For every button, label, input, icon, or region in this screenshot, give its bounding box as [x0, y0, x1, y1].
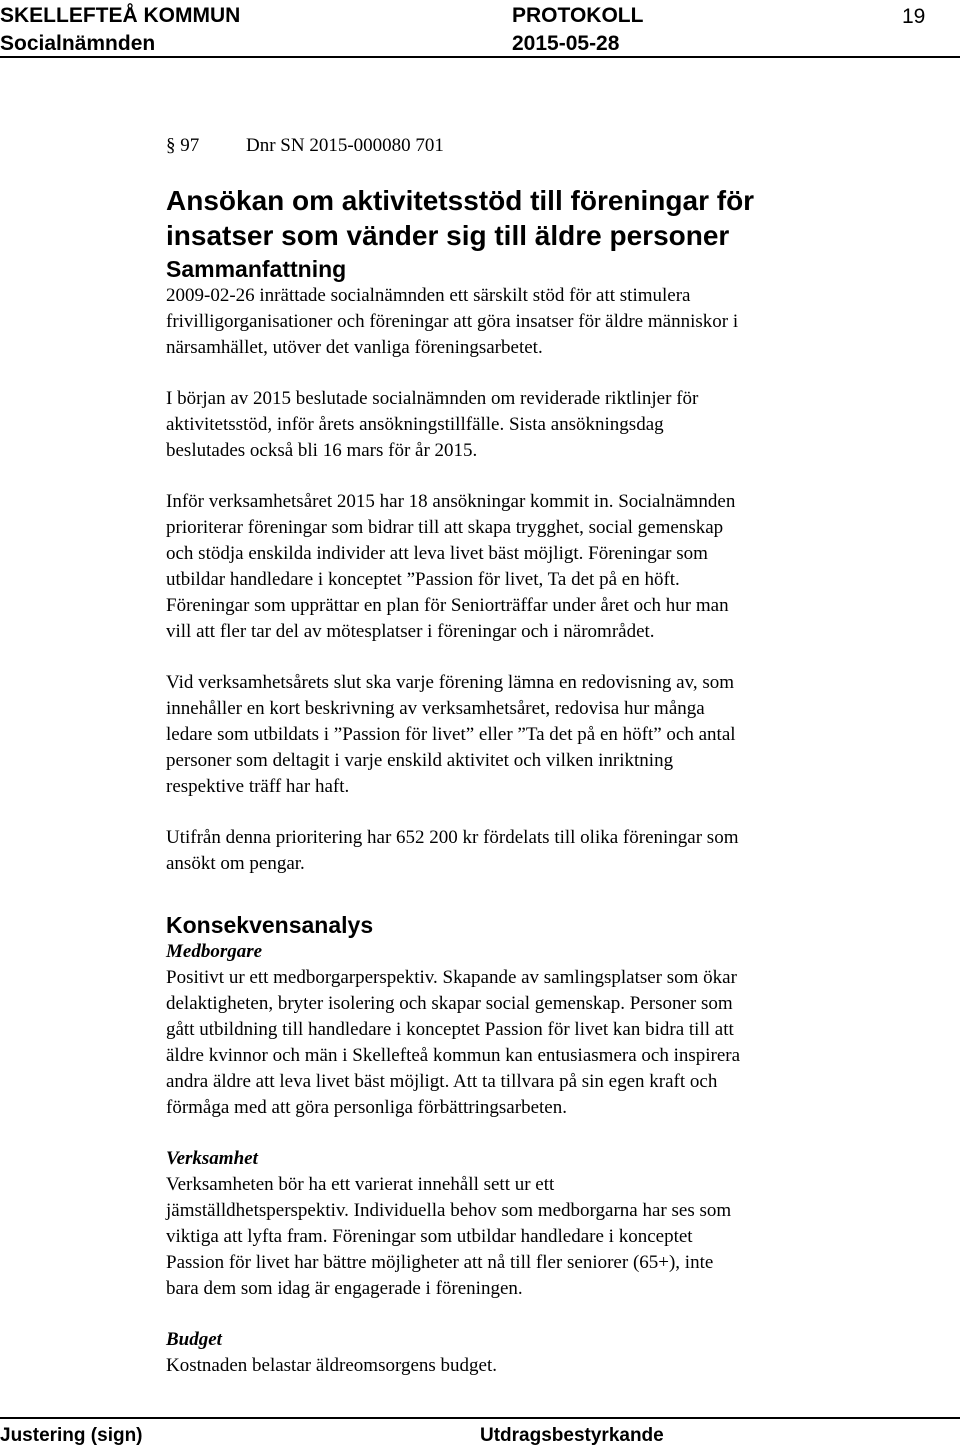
- subheading-budget: Budget: [166, 1329, 222, 1350]
- text-line: vill att fler tar del av mötesplatser i föreningar och i närområdet.: [166, 621, 655, 642]
- title-line: insatser som vänder sig till äldre personer: [166, 220, 730, 251]
- text-line: bara dem som idag är engagerade i föreningen.: [166, 1278, 523, 1299]
- text-line: Inför verksamhetsåret 2015 har 18 ansökningar kommit in. Socialnämnden: [166, 491, 736, 512]
- summary-paragraph: [166, 283, 856, 361]
- text-line: närsamhället, utöver det vanliga föreningsarbetet.: [166, 337, 543, 358]
- text-line: ledare som utbildats i ”Passion för livet” eller ”Ta det på en höft” och antal: [166, 724, 736, 745]
- summary-paragraph: [166, 386, 856, 464]
- text-line: personer som deltagit i varje enskild aktivitet och vilken inriktning: [166, 750, 674, 771]
- summary-paragraph: [166, 670, 856, 800]
- text-line: Utifrån denna prioritering har 652 200 kr fördelats till olika föreningar som: [166, 827, 739, 848]
- summary-heading: Sammanfattning: [166, 256, 347, 282]
- text-line: I början av 2015 beslutade socialnämnden om reviderade riktlinjer för: [166, 388, 699, 409]
- footer-rule: [0, 1417, 960, 1419]
- footer-extract-label: Utdragsbestyrkande: [480, 1425, 664, 1446]
- document-body: [166, 133, 856, 1379]
- text-line: andra äldre att leva livet bäst möjligt. Att ta tillvara på sin egen kraft och: [166, 1071, 718, 1092]
- text-line: prioriterar föreningar som bidrar till att skapa trygghet, social gemenskap: [166, 517, 724, 538]
- text-line: Vid verksamhetsårets slut ska varje förening lämna en redovisning av, som: [166, 672, 735, 693]
- text-line: aktivitetsstöd, inför årets ansökningstillfälle. Sista ansökningsdag: [166, 414, 664, 435]
- text-line: Kostnaden belastar äldreomsorgens budget.: [166, 1355, 498, 1376]
- summary-paragraph: [166, 825, 856, 877]
- analysis-paragraph: [166, 1172, 856, 1302]
- subheading-medborgare: Medborgare: [166, 941, 263, 962]
- text-line: frivilligorganisationer och föreningar att göra insatser för äldre människor i: [166, 311, 739, 332]
- text-line: respektive träff har haft.: [166, 776, 350, 797]
- text-line: delaktigheten, bryter isolering och skapar social gemenskap. Personer som: [166, 993, 733, 1014]
- committee-name: Socialnämnden: [0, 32, 156, 55]
- text-line: beslutades också bli 16 mars för år 2015.: [166, 440, 478, 461]
- summary-paragraph: [166, 489, 856, 645]
- consequence-analysis-heading: Konsekvensanalys: [166, 912, 374, 938]
- text-line: utbildar handledare i konceptet ”Passion för livet, Ta det på en höft.: [166, 569, 680, 590]
- text-line: jämställdhetsperspektiv. Individuella behov som medborgarna har ses som: [166, 1200, 732, 1221]
- document-type: PROTOKOLL: [512, 4, 644, 27]
- text-line: Positivt ur ett medborgarperspektiv. Skapande av samlingsplatser som ökar: [166, 967, 737, 988]
- page-number: 19: [902, 5, 926, 28]
- case-reference: [166, 133, 856, 159]
- text-line: gått utbildning till handledare i konceptet Passion för livet kan bidra till att: [166, 1019, 734, 1040]
- subheading-verksamhet: Verksamhet: [166, 1148, 258, 1169]
- title-line: Ansökan om aktivitetsstöd till föreningar för: [166, 185, 755, 216]
- header-rule: [0, 56, 960, 58]
- text-line: innehåller en kort beskrivning av verksamhetsåret, redovisa hur många: [166, 698, 705, 719]
- text-line: 2009-02-26 inrättade socialnämnden ett särskilt stöd för att stimulera: [166, 285, 691, 306]
- org-name: SKELLEFTEÅ KOMMUN: [0, 4, 241, 27]
- text-line: viktiga att lyfta fram. Föreningar som utbildar handledare i konceptet: [166, 1226, 693, 1247]
- text-line: och stödja enskilda individer att leva livet bäst möjligt. Föreningar som: [166, 543, 708, 564]
- text-line: ansökt om pengar.: [166, 853, 305, 874]
- case-number: Dnr SN 2015-000080 701: [246, 135, 444, 156]
- text-line: Föreningar som upprättar en plan för Seniorträffar under året och hur man: [166, 595, 729, 616]
- text-line: Verksamheten bör ha ett varierat innehåll sett ur ett: [166, 1174, 555, 1195]
- analysis-paragraph: [166, 1353, 856, 1379]
- footer-signature-label: Justering (sign): [0, 1425, 143, 1446]
- analysis-paragraph: [166, 965, 856, 1121]
- document-title: [166, 183, 856, 253]
- paragraph-number: § 97: [166, 135, 200, 156]
- text-line: äldre kvinnor och män i Skellefteå kommun kan entusiasmera och inspirera: [166, 1045, 741, 1066]
- text-line: förmåga med att göra personliga förbättringsarbeten.: [166, 1097, 567, 1118]
- text-line: Passion för livet har bättre möjligheter att nå till fler seniorer (65+), inte: [166, 1252, 714, 1273]
- meeting-date: 2015-05-28: [512, 32, 620, 55]
